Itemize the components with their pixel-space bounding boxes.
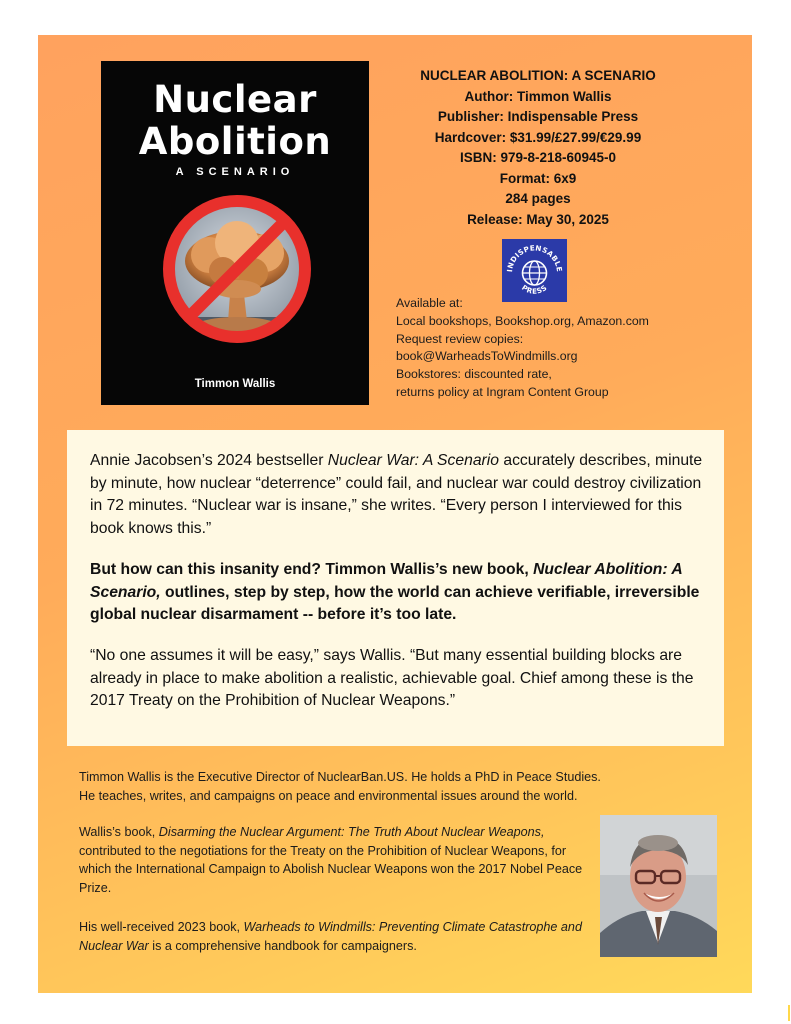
blurb-p2-text-b: outlines, step by step, how the world can achieve verifiable, irreversible global nuclear disarmament -- before it’s too late. xyxy=(90,583,700,624)
bio-p3-text-a: His well-received 2023 book, xyxy=(79,920,244,934)
book-release: Release: May 30, 2025 xyxy=(467,211,609,227)
blurb-p1-text-b: accurately describes, minute by minute, how nuclear “deterrence” could fail, and nuclear war could destroy civilization in 72 minutes. “Nuclear war is insane,” she writes. “Every person I interviewed for this book knows this.” xyxy=(90,452,703,538)
logo-top-text: INDISPENSABLE xyxy=(505,243,565,273)
book-details xyxy=(388,66,688,230)
blurb-p1-text-a: Annie Jacobsen’s 2024 bestseller xyxy=(90,452,328,469)
blurb-p1-book-title: Nuclear War: A Scenario xyxy=(327,452,499,469)
logo-bottom-text: PRESS xyxy=(520,282,549,296)
author-photo xyxy=(600,815,717,957)
bio-paragraph-2 xyxy=(79,823,589,897)
corner-mark xyxy=(788,1005,790,1021)
blurb-paragraph-1 xyxy=(90,450,706,541)
book-author: Author: Timmon Wallis xyxy=(464,88,612,104)
prohibited-mushroom-cloud-icon xyxy=(157,189,317,349)
blurb-p2-book-title: Nuclear Abolition: A Scenario, xyxy=(90,560,683,601)
blurb-p2-text-a: But how can this insanity end? Timmon Wallis’s new book, xyxy=(90,560,534,578)
bio-p2-book-title: Disarming the Nuclear Argument: The Truth About Nuclear Weapons, xyxy=(158,825,545,839)
availability-stores: Local bookshops, Bookshop.org, Amazon.com xyxy=(396,313,649,328)
book-title: NUCLEAR ABOLITION: A SCENARIO xyxy=(420,68,656,83)
blurb-box xyxy=(67,430,724,746)
blurb-paragraph-3: “No one assumes it will be easy,” says Wallis. “But many essential building blocks are already in place to make abolition a realistic, achievable goal. Chief among these is the 2017 Treaty on the Prohibition of Nuclear Weapons.” xyxy=(90,646,694,710)
book-isbn: ISBN: 979-8-218-60945-0 xyxy=(459,150,617,165)
availability-heading: Available at: xyxy=(396,296,463,310)
cover-author: Timmon Wallis xyxy=(194,378,276,390)
bio-p1-line2: He teaches, writes, and campaigns on peace and environmental issues around the world. xyxy=(79,788,578,803)
cover-subtitle: A SCENARIO xyxy=(175,166,295,178)
book-publisher: Publisher: Indispensable Press xyxy=(437,109,639,124)
book-price: Hardcover: $31.99/£27.99/€29.99 xyxy=(434,129,642,145)
cover-title-line1: Nuclear xyxy=(153,78,317,121)
availability-info xyxy=(396,295,696,402)
book-pages: 284 pages xyxy=(505,191,571,206)
bio-p1-line1: Timmon Wallis is the Executive Director of NuclearBan.US. He holds a PhD in Peace Studies. xyxy=(79,770,601,784)
book-cover xyxy=(101,61,369,405)
bio-p2-text-a: Wallis’s book, xyxy=(79,825,159,839)
cover-title-line2: Abolition xyxy=(138,120,332,163)
review-email: book@WarheadsToWindmills.org xyxy=(396,349,578,364)
bookstores-line1: Bookstores: discounted rate, xyxy=(396,367,552,382)
bio-p3-book-title: Warheads to Windmills: Preventing Climate Catastrophe and Nuclear War xyxy=(79,920,582,953)
bio-paragraph-1 xyxy=(79,768,719,805)
indispensable-press-logo xyxy=(502,239,567,302)
review-copies-label: Request review copies: xyxy=(396,331,524,346)
bookstores-line2: returns policy at Ingram Content Group xyxy=(396,384,609,399)
bio-paragraph-3 xyxy=(79,918,599,955)
bio-p2-text-b: contributed to the negotiations for the Treaty on the Prohibition of Nuclear Weapons, for which the International Campaign to Abolish Nuclear Weapons won the 2017 Nobel Peace Prize. xyxy=(79,843,583,895)
book-format: Format: 6x9 xyxy=(499,170,577,186)
blurb-paragraph-2 xyxy=(90,559,706,627)
bio-p3-text-b: is a comprehensive handbook for campaigners. xyxy=(148,938,417,953)
